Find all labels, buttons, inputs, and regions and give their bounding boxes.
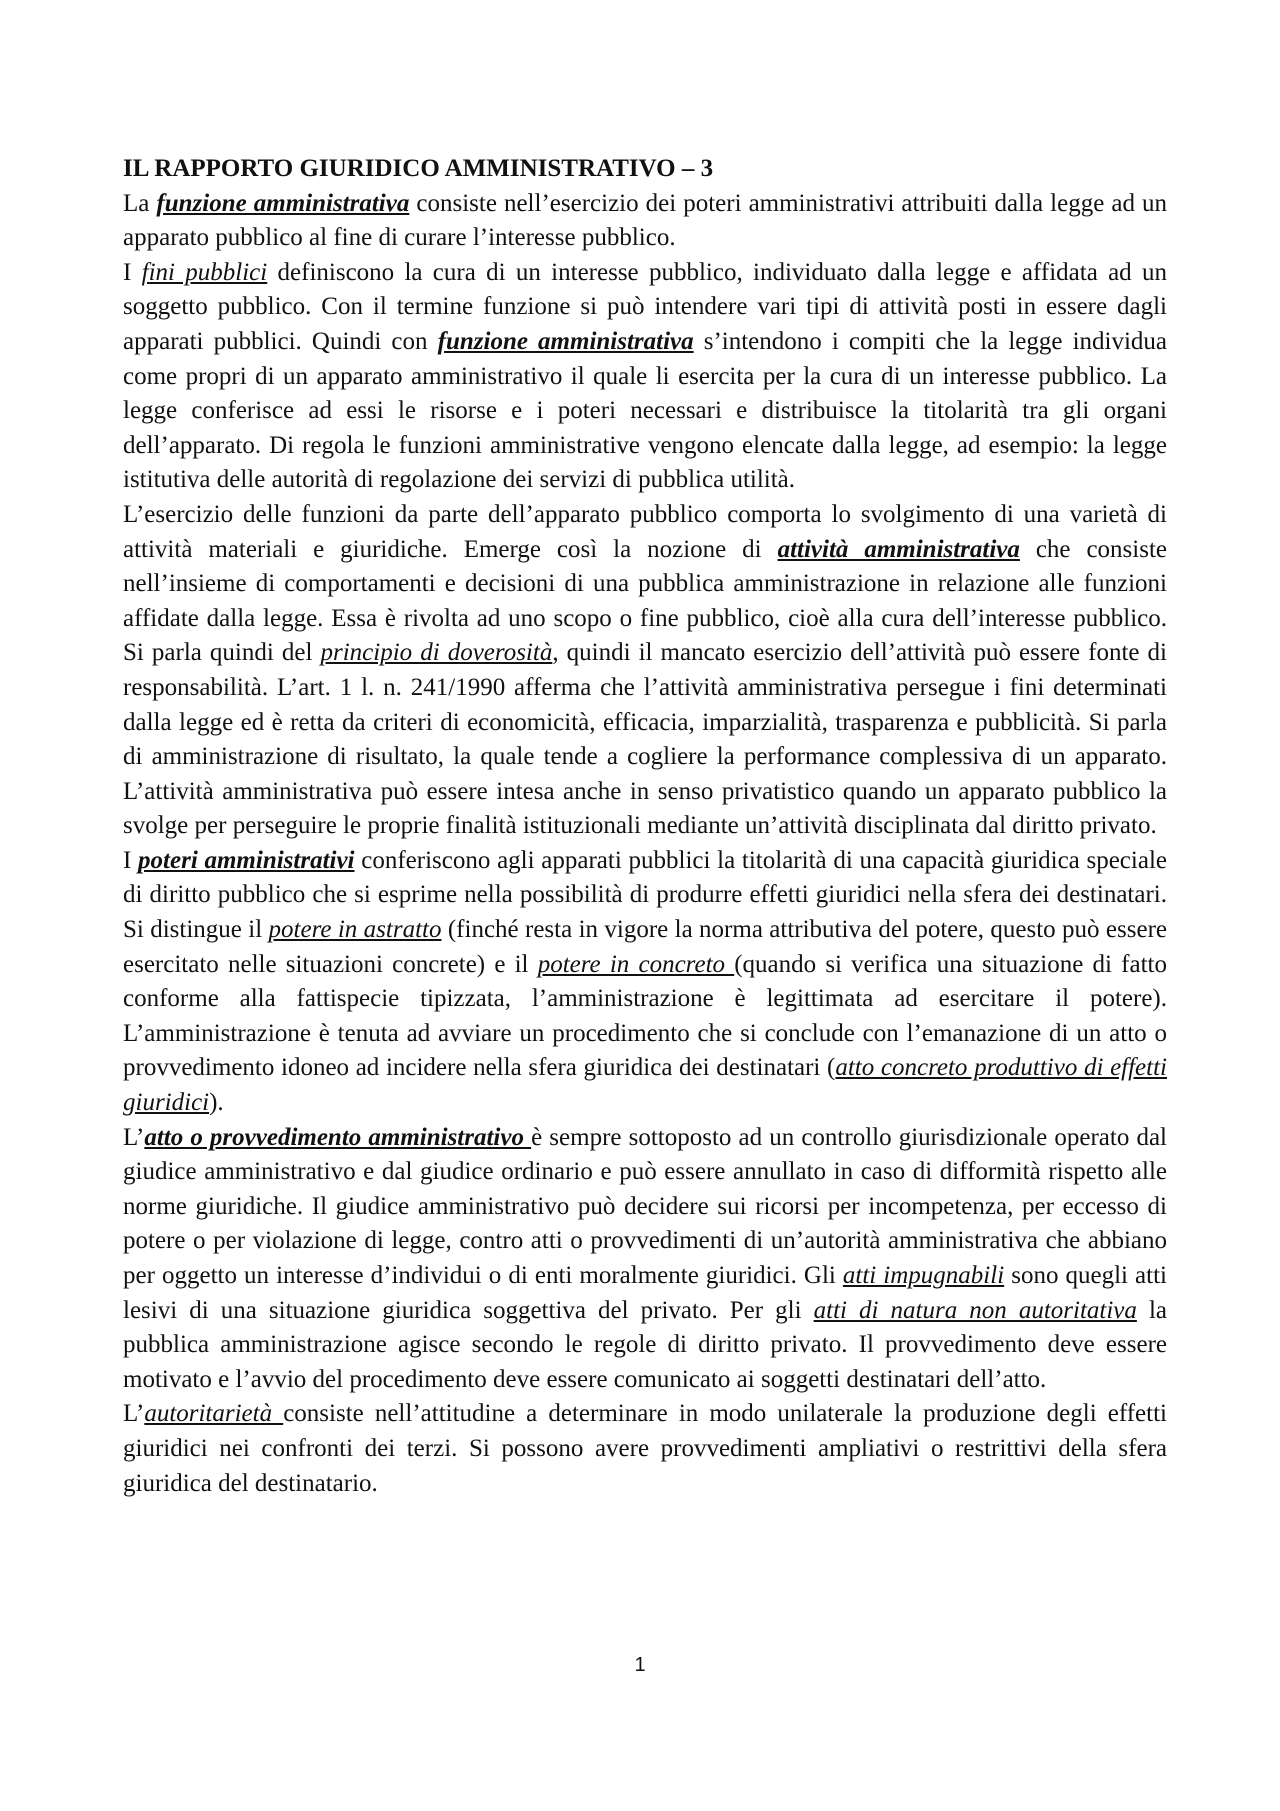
text-run: sono quegli atti lesivi di una situazione giuridica soggettiva del privato. Per gli	[123, 1262, 1167, 1324]
document-body	[123, 152, 1167, 1501]
term-atto-o-provvedimento: atto o provvedimento amministrativo	[144, 1123, 532, 1151]
term-atti-non-autoritativi: atti di natura non autoritativa	[813, 1296, 1137, 1324]
text-run: L’esercizio delle funzioni da parte dell’apparato pubblico comporta lo svolgimento di una varietà di attività materiali e giuridiche. Emerge così la nozione di	[123, 500, 1167, 563]
text-run: , quindi il mancato esercizio dell’attività può essere fonte di responsabilità. L’art. 1 l. n. 241/1990 afferma che l’attività amministrativa persegue i fini determinati dalla legge ed è retta da criteri di economicità, efficacia, imparzialità, trasparenza e pubblicità. Si parla di amministrazione di risultato, la quale tende a cogliere la performance complessiva di un apparato. L’attività amministrativa può essere intesa anche in senso privatistico quando un apparato pubblico la svolge per perseguire le proprie finalità istituzionali mediante un’attività disciplinata dal diritto privato.	[123, 639, 1167, 840]
term-funzione-amministrativa: funzione amministrativa	[156, 189, 410, 217]
term-atti-impugnabili: atti impugnabili	[842, 1262, 1005, 1289]
text-run: consiste nell’esercizio dei poteri amministrativi attribuiti dalla legge ad un apparato pubblico al fine di curare l’interesse pubblico.	[123, 189, 1167, 252]
text-run: è sempre sottoposto ad un controllo giurisdizionale operato dal giudice amministrativo e dal giudice ordinario e può essere annullato in caso di difformità rispetto alle norme giuridiche. Il giudice amministrativo può decidere sui ricorsi per incompetenza, per eccesso di potere o per violazione di legge, contro atti o provvedimenti di un’autorità amministrativa che abbiano per oggetto un interesse d’individui o di enti moralmente giuridici. Gli	[123, 1123, 1167, 1289]
term-potere-in-astratto: potere in astratto	[268, 916, 442, 944]
paragraph-atto-provvedimento	[123, 1121, 1167, 1398]
text-run: I	[123, 846, 139, 874]
paragraph-poteri-amministrativi	[123, 844, 1167, 1121]
text-run: (quando si verifica una situazione di fatto conforme alla fattispecie tipizzata, l’amministrazione è legittimata ad esercitare il potere). L’amministrazione è tenuta ad avviare un procedimento che si conclude con l’emanazione di un atto o provvedimento idoneo ad incidere nella sfera giuridica dei destinatari (	[123, 950, 1167, 1082]
paragraph-fini-pubblici	[123, 256, 1167, 498]
text-run: che consiste nell’insieme di comportamenti e decisioni di una pubblica amministrazione in relazione alle funzioni affidate dalla legge. Essa è rivolta ad uno scopo o fine pubblico, cioè alla cura dell’interesse pubblico. Si parla quindi del	[123, 535, 1168, 667]
text-run: la pubblica amministrazione agisce secondo le regole di diritto privato. Il provvedimento deve essere motivato e l’avvio del procedimento deve essere comunicato ai soggetti destinatari dell’atto.	[123, 1296, 1167, 1393]
text-run: consiste nell’attitudine a determinare in modo unilaterale la produzione degli effetti giuridici nei confronti dei terzi. Si possono avere provvedimenti ampliativi o restrittivi della sfera giuridica del destinatario.	[123, 1400, 1167, 1497]
paragraph-funzione-amministrativa	[123, 187, 1167, 256]
text-run: ).	[209, 1089, 224, 1117]
term-autoritarieta: autoritarietà	[144, 1400, 284, 1428]
text-run: definiscono la cura di un interesse pubblico, individuato dalla legge e affidata ad un soggetto pubblico. Con il termine funzione si può intendere vari tipi di attività posti in essere dagli apparati pubblici. Quindi con	[123, 258, 1167, 355]
text-run: I	[123, 258, 142, 286]
term-attivita-amministrativa: attività amministrativa	[777, 535, 1020, 563]
text-run: (finché resta in vigore la norma attributiva del potere, questo può essere esercitato nelle situazioni concrete) e il	[123, 916, 1167, 978]
term-fini-pubblici: fini pubblici	[141, 258, 268, 286]
text-run: La	[123, 189, 157, 217]
text-run: s’intendono i compiti che la legge individua come propri di un apparato amministrativo il quale li esercita per la cura di un interesse pubblico. La legge conferisce ad essi le risorse e i poteri necessari e distribuisce la titolarità tra gli organi dell’apparato. Di regola le funzioni amministrative vengono elencate dalla legge, ad esempio: la legge istitutiva delle autorità di regolazione dei servizi di pubblica utilità.	[123, 327, 1168, 494]
term-funzione-amministrativa: funzione amministrativa	[437, 327, 694, 355]
text-run: L’	[123, 1123, 145, 1151]
page-title: IL RAPPORTO GIURIDICO AMMINISTRATIVO – 3	[123, 155, 714, 182]
term-poteri-amministrativi: poteri amministrativi	[138, 846, 355, 874]
term-atto-concreto: atto concreto produttivo di effetti giuridici	[123, 1054, 1167, 1117]
text-run: L’	[123, 1400, 145, 1428]
paragraph-attivita-amministrativa	[123, 498, 1167, 844]
page-number: 1	[634, 1654, 646, 1676]
text-run: conferiscono agli apparati pubblici la titolarità di una capacità giuridica speciale di diritto pubblico che si esprime nella possibilità di produrre effetti giuridici nella sfera dei destinatari. Si distingue il	[123, 846, 1167, 944]
term-principio-di-doverosita: principio di doverosità	[320, 639, 553, 667]
paragraph-autoritarieta	[123, 1397, 1167, 1501]
term-potere-in-concreto: potere in concreto	[537, 950, 735, 978]
